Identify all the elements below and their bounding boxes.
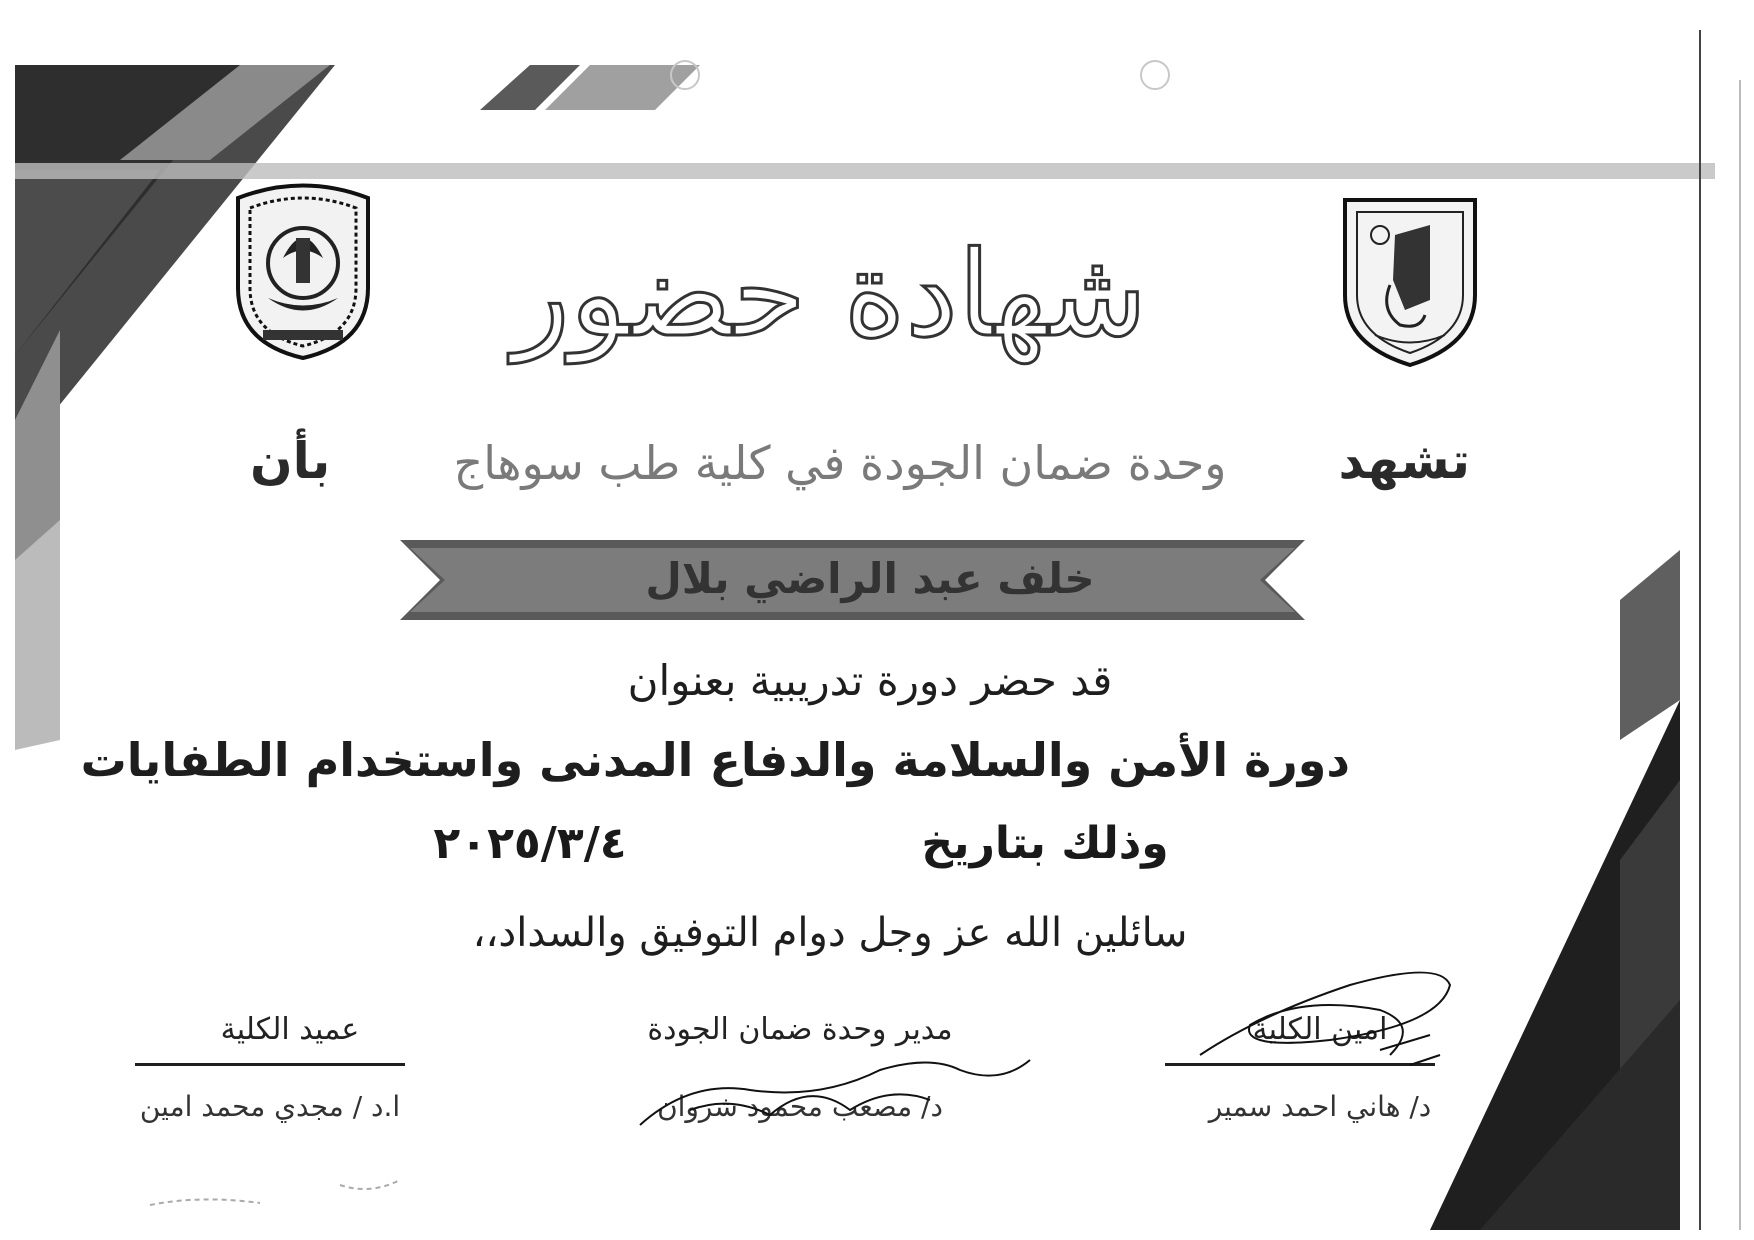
faint-signature-dean	[140, 1165, 420, 1220]
signature-title-quality-director: مدير وحدة ضمان الجودة	[647, 1012, 953, 1047]
signature-name-secretary: د/ هاني احمد سمير	[1208, 1090, 1432, 1123]
signature-title-dean: عميد الكلية	[220, 1012, 360, 1047]
recipient-name: خلف عبد الراضي بلال	[645, 554, 1095, 603]
signature-name-dean: ا.د / مجدي محمد امين	[139, 1090, 401, 1123]
handwritten-signature-secretary	[1180, 955, 1480, 1085]
attended-intro: قد حضر دورة تدريبية بعنوان	[627, 656, 1113, 705]
course-title: دورة الأمن والسلامة والدفاع المدنى واستخدام الطفايات	[80, 733, 1350, 787]
signature-line-dean	[135, 1063, 405, 1066]
closing-wish: سائلين الله عز وجل دوام التوفيق والسداد،،	[472, 910, 1188, 956]
witness-word: تشهد	[1338, 432, 1470, 490]
signature-name-quality-director: د/ مصعب محمود شروان	[657, 1090, 943, 1123]
signature-title-secretary: امين الكلية	[1252, 1012, 1388, 1047]
date-value: ٢٠٢٥/٣/٤	[433, 818, 627, 869]
certificate-title: شهادة حضور	[512, 225, 1148, 363]
handwritten-signature-quality-director	[630, 1040, 1040, 1130]
that-word: بأن	[250, 432, 331, 490]
university-emblem-icon	[1335, 185, 1485, 370]
faculty-emblem-icon	[228, 178, 378, 363]
date-label: وذلك بتاريخ	[921, 818, 1169, 869]
issuer-name: وحدة ضمان الجودة في كلية طب سوهاج	[453, 436, 1227, 490]
